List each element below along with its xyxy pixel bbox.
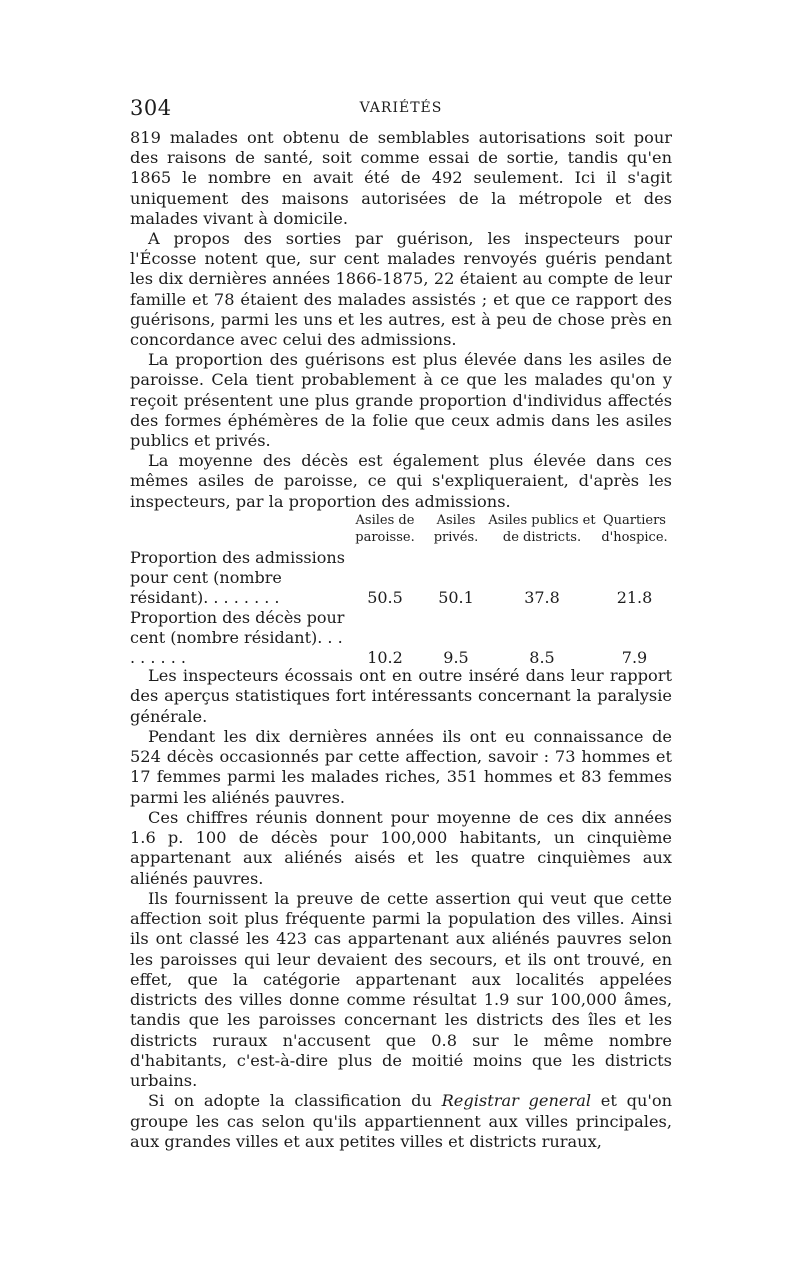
paragraph: A propos des sorties par guérison, les inspecteurs pour l'Écosse notent que, sur cent malades renvoyés guéris pendant les dix dernières années 1866-1875, 22 étaient au compte de leur famille et 78 étaient des malades assistés ; et que ce rapport des guérisons, parmi les uns et les autres, est à peu de chose près en concordance avec celui des admissions. [130,229,672,350]
page-number: 304 [130,96,172,120]
statistics-table [130,512,672,667]
body-text-bottom [130,666,672,1152]
text-run: et qu'on groupe les cas selon qu'ils appartiennent aux villes principales, aux grandes villes et aux petites villes et districts ruraux, [130,1091,672,1151]
table-cell: 21.8 [616,588,653,607]
italic-title: Registrar general [441,1091,592,1111]
column-header: Asiles publics et de districts. [488,513,596,545]
paragraph: Les inspecteurs écossais ont en outre inséré dans leur rapport des aperçus statistiques fort intéressants concernant la paralysie générale. [130,666,672,726]
paragraph: Ils fournissent la preuve de cette assertion qui veut que cette affection soit plus fréquente parmi la population des villes. Ainsi ils ont classé les 423 cas appartenant aux aliénés pauvres selon les paroisses qui leur devaient des secours, et ils ont trouvé, en effet, que la catégorie appartenant aux localités appelées districts des villes donne comme résultat 1.9 sur 100,000 âmes, tandis que les paroisses concernant les districts des îles et les districts ruraux n'accusent que 0.8 sur le même nombre d'habitants, c'est-à-dire plus de moitié moins que les districts urbains. [130,888,672,1090]
column-header: Asiles de paroisse. [355,513,415,545]
paragraph-last [130,1091,672,1152]
table-cell: 7.9 [621,648,648,667]
table-cell: 9.5 [443,648,469,667]
table-header-empty [130,512,345,548]
table-cell: 50.5 [367,588,403,607]
paragraph: 819 malades ont obtenu de semblables autorisations soit pour des raisons de santé, soit comme essai de sortie, tandis qu'en 1865 le nombre en avait été de 492 seulement. Ici il s'agit uniquement des maisons autorisées de la métropole et des malades vivant à domicile. [130,128,672,228]
table-cell: 8.5 [529,648,555,667]
text-run: Si on adopte la classification du [148,1091,442,1111]
row-label: Proportion des admissions pour cent (nombre résidant). . . . . . . . [130,548,345,607]
body-text-top [130,128,672,512]
paragraph: Ces chiffres réunis donnent pour moyenne de ces dix années 1.6 p. 100 de décès pour 100,000 habitants, un cinquième appartenant aux aliénés aisés et les quatre cinquièmes aux aliénés pauvres. [130,807,672,888]
table-header-row [130,512,672,548]
table-row [130,548,672,608]
table-cell: 50.1 [438,588,474,607]
running-head: VARIÉTÉS [359,100,443,116]
table-cell: 10.2 [367,648,403,667]
column-header: Asiles privés. [433,513,479,545]
table-row [130,608,672,668]
paragraph: La moyenne des décès est également plus élevée dans ces mêmes asiles de paroisse, ce qui s'expliqueraient, d'après les inspecteurs, par la proportion des admissions. [130,451,672,511]
paragraph: La proportion des guérisons est plus élevée dans les asiles de paroisse. Cela tient probablement à ce que les malades qu'on y reçoit présentent une plus grande proportion d'individus affectés des formes éphémères de la folie que ceux admis dans les asiles publics et privés. [130,350,672,451]
paragraph: Pendant les dix dernières années ils ont eu connaissance de 524 décès occasionnés par cette affection, savoir : 73 hommes et 17 femmes parmi les malades riches, 351 hommes et 83 femmes parmi les aliénés pauvres. [130,726,672,807]
column-header: Quartiers d'hospice. [601,513,668,545]
table-cell: 37.8 [524,588,560,607]
row-label: Proportion des décès pour cent (nombre résidant). . . . . . . . . [130,608,345,667]
page-header [130,96,672,126]
